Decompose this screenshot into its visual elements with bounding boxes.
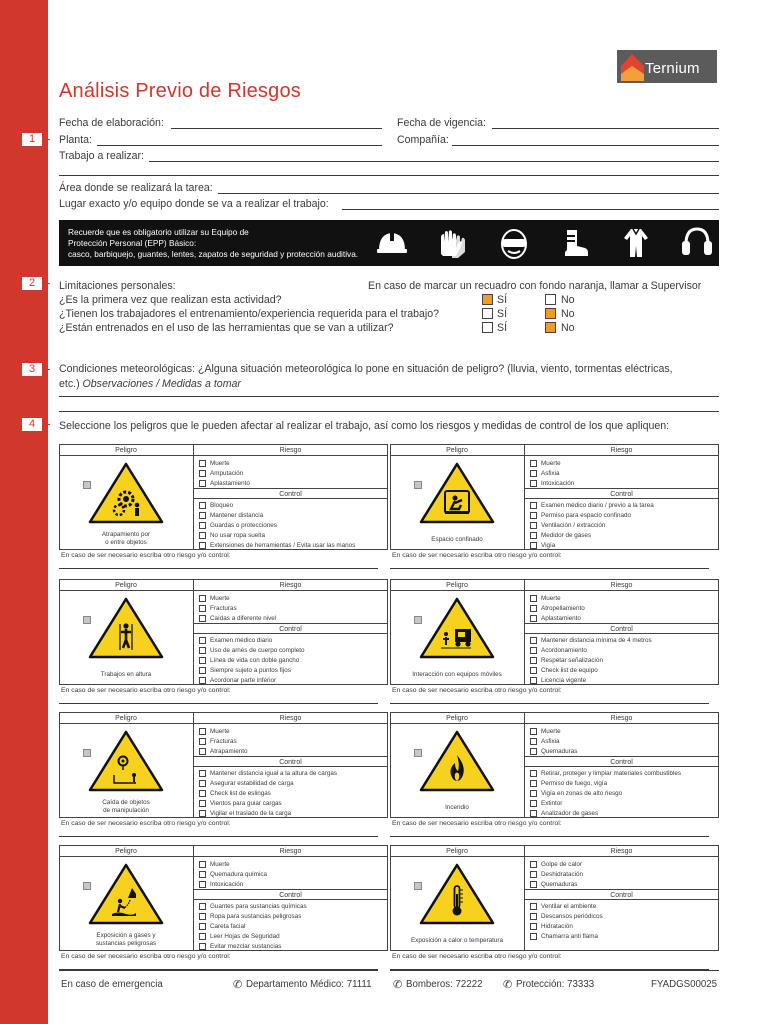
hazard-header-divider [59, 723, 388, 724]
supervisor-note: En caso de marcar un recuadro con fondo naranja, llamar a Supervisor [368, 280, 702, 292]
q1-yes-label: SÍ [497, 294, 508, 306]
control-checkbox[interactable] [530, 810, 537, 817]
control-header: Control [279, 892, 302, 899]
riesgo-header: Riesgo [610, 582, 633, 589]
control-checkbox[interactable] [530, 913, 537, 920]
control-header-top [524, 756, 719, 757]
observaciones-label: Observaciones / Medidas a tomar [82, 378, 241, 390]
control-label: No usar ropa suelta [210, 532, 265, 539]
control-header: Control [610, 892, 633, 899]
ear-protection-icon [680, 226, 714, 260]
area-field[interactable] [218, 193, 719, 194]
risk-checkbox[interactable] [530, 881, 537, 888]
risk-label: Deshidratación [541, 871, 584, 878]
control-label: Mantener distancia igual a la altura de cargas [210, 770, 338, 777]
control-label: Extensiones de herramientas / Evita usar las manos [210, 542, 356, 549]
question-1: ¿Es la primera vez que realizan esta actividad? [59, 294, 282, 306]
meteorologicas-etc: etc.) [59, 378, 83, 390]
risk-checkbox[interactable] [199, 748, 206, 755]
control-checkbox[interactable] [199, 943, 206, 950]
q3-no-checkbox[interactable] [545, 322, 556, 333]
risk-label: Aplastamiento [210, 480, 250, 487]
control-label: Mantener distancia mínima de 4 metros [541, 637, 652, 644]
control-label: Permiso de fuego, vigía [541, 780, 608, 787]
phone-icon: ✆ [233, 979, 243, 991]
q2-no-label: No [561, 308, 575, 320]
fecha-vigencia-label: Fecha de vigencia: [397, 117, 486, 129]
control-label: Vigilar el traslado de la carga [210, 810, 292, 817]
risk-checkbox[interactable] [199, 470, 206, 477]
control-label: Acordonamiento [541, 647, 587, 654]
hazard-caption: de manipulación [103, 807, 149, 814]
risk-checkbox[interactable] [199, 728, 206, 735]
hazard-caption: Atrapamiento por [101, 531, 151, 538]
trabajo-field[interactable] [149, 161, 719, 162]
q1-no-label: No [561, 294, 575, 306]
risk-label: Intoxicación [210, 881, 244, 888]
q1-yes-checkbox[interactable] [482, 294, 493, 305]
epp-line3: casco, barbiquejo, guantes, lentes, zapatos de seguridad y protección auditiva. [68, 249, 359, 259]
risk-checkbox[interactable] [199, 460, 206, 467]
hazard-select-checkbox[interactable] [83, 882, 91, 890]
planta-field[interactable] [97, 145, 382, 146]
risk-label: Muerte [541, 595, 561, 602]
control-label: Careta facial [210, 923, 246, 930]
risk-checkbox[interactable] [530, 871, 537, 878]
risk-checkbox[interactable] [530, 605, 537, 612]
control-label: Acordonar parte inferior [210, 677, 277, 684]
riesgo-header: Riesgo [279, 582, 302, 589]
lugar-label: Lugar exacto y/o equipo donde se va a realizar el trabajo: [59, 198, 329, 210]
section-number-4: 4 [22, 418, 42, 431]
control-label: Mantener distancia [210, 512, 264, 519]
risk-label: Muerte [210, 595, 230, 602]
ternium-logo-mark-icon [619, 52, 645, 81]
hazard-caption: Trabajos en altura [100, 671, 152, 678]
control-label: Vigía en zonas de alto riesgo [541, 790, 623, 797]
q2-yes-label: SÍ [497, 308, 508, 320]
control-checkbox[interactable] [530, 770, 537, 777]
control-header-top [524, 889, 719, 890]
other-risk-note: En caso de ser necesario escriba otro riesgo y/o control: [392, 953, 562, 960]
risk-checkbox[interactable] [199, 480, 206, 487]
risk-label: Golpe de calor [541, 861, 582, 868]
risk-label: Asfixia [541, 470, 560, 477]
hazard-header-divider [390, 455, 719, 456]
control-header-top [193, 623, 388, 624]
hazard-header-divider [390, 856, 719, 857]
fecha-elaboracion-field[interactable] [171, 128, 382, 129]
q3-no-label: No [561, 322, 575, 334]
risk-checkbox[interactable] [199, 595, 206, 602]
other-risk-field[interactable] [390, 703, 709, 704]
control-checkbox[interactable] [530, 800, 537, 807]
peligro-header: Peligro [446, 582, 468, 589]
control-label: Ropa para sustancias peligrosas [210, 913, 302, 920]
hazard-caption: Caída de objetos [102, 799, 150, 806]
logo-text: Ternium [645, 60, 700, 77]
peligro-header: Peligro [446, 715, 468, 722]
section-tick [42, 139, 50, 140]
control-checkbox[interactable] [530, 532, 537, 539]
control-label: Examen médico diario / previo a la tarea [541, 502, 654, 509]
risk-checkbox[interactable] [530, 595, 537, 602]
risk-checkbox[interactable] [199, 738, 206, 745]
epp-line1: Recuerde que es obligatorio utilizar su Equipo de [68, 227, 249, 237]
risk-label: Muerte [210, 728, 230, 735]
control-checkbox[interactable] [199, 913, 206, 920]
observaciones-line2[interactable] [59, 411, 719, 412]
footer-line-left [59, 970, 378, 971]
phone-icon: ✆ [393, 979, 403, 991]
q1-no-checkbox[interactable] [545, 294, 556, 305]
meteorologicas-line1: Condiciones meteorológicas: ¿Alguna situación meteorológica lo pone en situación de peligro? (lluvia, viento, tormentas eléctricas, [59, 363, 673, 375]
control-checkbox[interactable] [530, 677, 537, 684]
risk-label: Caídas a diferente nivel [210, 615, 277, 622]
trabajo-label: Trabajo a realizar: [59, 150, 144, 162]
risk-checkbox[interactable] [530, 615, 537, 622]
control-header: Control [279, 626, 302, 633]
other-risk-note: En caso de ser necesario escriba otro riesgo y/o control: [61, 820, 231, 827]
hazard-header-divider [59, 856, 388, 857]
risk-label: Quemadura química [210, 871, 268, 878]
control-checkbox[interactable] [530, 780, 537, 787]
risk-checkbox[interactable] [530, 738, 537, 745]
section-tick [42, 424, 50, 425]
epp-line2: Protección Personal (EPP) Básico: [68, 238, 197, 248]
control-checkbox[interactable] [199, 532, 206, 539]
section-tick [42, 369, 50, 370]
hazard-caption: Interacción con equipos móviles [412, 671, 502, 678]
hazard-caption: Exposición a gases y [96, 932, 156, 939]
risk-checkbox[interactable] [530, 748, 537, 755]
risk-checkbox[interactable] [530, 728, 537, 735]
risk-checkbox[interactable] [199, 615, 206, 622]
other-risk-note: En caso de ser necesario escriba otro riesgo y/o control: [61, 687, 231, 694]
lugar-field[interactable] [342, 209, 719, 210]
form-code: FYADGS00025 [651, 979, 718, 990]
control-label: Guantes para sustancias químicas [210, 903, 307, 910]
risk-label: Quemaduras [541, 748, 578, 755]
riesgo-header: Riesgo [279, 715, 302, 722]
risk-checkbox[interactable] [530, 480, 537, 487]
risk-checkbox[interactable] [199, 605, 206, 612]
trabajo-field-line2[interactable] [59, 175, 719, 176]
peligros-intro: Seleccione los peligros que le pueden afectar al realizar el trabajo, así como los riesgos y medidas de control de los que apliquen: [59, 420, 670, 432]
control-label: Check list de equipo [541, 667, 598, 674]
peligro-header: Peligro [115, 447, 137, 454]
control-checkbox[interactable] [530, 647, 537, 654]
hazard-header-divider [59, 455, 388, 456]
peligro-header: Peligro [115, 848, 137, 855]
control-checkbox[interactable] [530, 512, 537, 519]
control-label: Bloqueo [210, 502, 234, 509]
hazard-select-checkbox[interactable] [414, 882, 422, 890]
control-checkbox[interactable] [199, 770, 206, 777]
control-header-top [193, 756, 388, 757]
control-label: Leer Hojas de Seguridad [210, 933, 280, 940]
control-header: Control [279, 491, 302, 498]
control-checkbox[interactable] [199, 502, 206, 509]
control-checkbox[interactable] [530, 637, 537, 644]
hazard-select-checkbox[interactable] [83, 749, 91, 757]
control-checkbox[interactable] [530, 923, 537, 930]
other-risk-note: En caso de ser necesario escriba otro riesgo y/o control: [61, 552, 231, 559]
peligro-header: Peligro [115, 582, 137, 589]
control-header: Control [610, 759, 633, 766]
hazard-caption: Incendio [445, 804, 469, 811]
fecha-vigencia-field[interactable] [492, 128, 719, 129]
control-label: Descansos periódicos [541, 913, 603, 920]
other-risk-field[interactable] [59, 568, 378, 569]
hazard-select-checkbox[interactable] [83, 481, 91, 489]
control-checkbox[interactable] [199, 667, 206, 674]
control-checkbox[interactable] [530, 903, 537, 910]
risk-checkbox[interactable] [199, 871, 206, 878]
control-checkbox[interactable] [199, 800, 206, 807]
other-risk-note: En caso de ser necesario escriba otro riesgo y/o control: [61, 953, 231, 960]
control-checkbox[interactable] [530, 522, 537, 529]
emergency-label: En caso de emergencia [61, 979, 163, 990]
compania-field[interactable] [452, 145, 719, 146]
control-checkbox[interactable] [199, 810, 206, 817]
control-header-top [193, 488, 388, 489]
question-3: ¿Están entrenados en el uso de las herramientas que se van a utilizar? [59, 322, 394, 334]
peligro-header: Peligro [446, 848, 468, 855]
risk-label: Fracturas [210, 605, 237, 612]
control-label: Vigía [541, 542, 556, 549]
control-checkbox[interactable] [530, 657, 537, 664]
hazard-header-divider [59, 590, 388, 591]
risk-label: Amputación [210, 470, 244, 477]
safety-glasses-icon [497, 226, 531, 260]
proteccion-phone: Protección: 73333 [516, 979, 595, 990]
risk-label: Asfixia [541, 738, 560, 745]
control-header: Control [610, 491, 633, 498]
other-risk-field[interactable] [59, 703, 378, 704]
control-header-top [193, 889, 388, 890]
control-header: Control [279, 759, 302, 766]
control-label: Vientos para guiar cargas [210, 800, 282, 807]
control-label: Retirar, proteger y limpiar materiales combustibles [541, 770, 681, 777]
control-checkbox[interactable] [530, 542, 537, 549]
limitaciones-title: Limitaciones personales: [59, 280, 176, 292]
control-checkbox[interactable] [199, 647, 206, 654]
hazard-caption: sustancias peligrosas [95, 940, 157, 947]
safety-boot-icon [558, 226, 592, 260]
riesgo-header: Riesgo [279, 447, 302, 454]
risk-label: Muerte [210, 861, 230, 868]
other-risk-note: En caso de ser necesario escriba otro riesgo y/o control: [392, 820, 562, 827]
control-header-top [524, 488, 719, 489]
bomberos-phone: Bomberos: 72222 [406, 979, 483, 990]
control-label: Ventilar el ambiente [541, 903, 597, 910]
hazard-select-checkbox[interactable] [414, 481, 422, 489]
control-checkbox[interactable] [199, 522, 206, 529]
q2-no-checkbox[interactable] [545, 308, 556, 319]
control-checkbox[interactable] [199, 512, 206, 519]
control-checkbox[interactable] [199, 677, 206, 684]
risk-checkbox[interactable] [530, 470, 537, 477]
control-header-top [524, 623, 719, 624]
other-risk-note: En caso de ser necesario escriba otro riesgo y/o control: [392, 687, 562, 694]
q3-yes-label: SÍ [497, 322, 508, 334]
control-checkbox[interactable] [199, 657, 206, 664]
riesgo-header: Riesgo [610, 715, 633, 722]
control-label: Check list de eslingas [210, 790, 271, 797]
control-header: Control [610, 626, 633, 633]
risk-label: Muerte [210, 460, 230, 467]
control-checkbox[interactable] [199, 923, 206, 930]
risk-checkbox[interactable] [199, 881, 206, 888]
control-checkbox[interactable] [530, 502, 537, 509]
control-label: Examen médico diario [210, 637, 273, 644]
risk-label: Muerte [541, 460, 561, 467]
peligro-header: Peligro [115, 715, 137, 722]
other-risk-field[interactable] [390, 568, 709, 569]
planta-label: Planta: [59, 134, 92, 146]
other-risk-field[interactable] [390, 836, 709, 837]
control-label: Asegurar estabilidad de carga [210, 780, 294, 787]
control-label: Hidratación [541, 923, 573, 930]
hazard-select-checkbox[interactable] [414, 616, 422, 624]
red-side-bar [0, 0, 48, 1024]
risk-checkbox[interactable] [530, 460, 537, 467]
control-checkbox[interactable] [199, 790, 206, 797]
hazard-select-checkbox[interactable] [414, 749, 422, 757]
section-number-2: 2 [22, 277, 42, 290]
risk-checkbox[interactable] [530, 861, 537, 868]
risk-label: Atrapamiento [210, 748, 248, 755]
section-number-1: 1 [22, 133, 42, 146]
other-risk-note: En caso de ser necesario escriba otro riesgo y/o control: [392, 552, 562, 559]
phone-icon: ✆ [503, 979, 513, 991]
risk-label: Quemaduras [541, 881, 578, 888]
control-label: Guardas o protecciones [210, 522, 277, 529]
observaciones-line1[interactable] [59, 396, 719, 397]
gloves-icon [436, 226, 470, 260]
control-label: Medidor de gases [541, 532, 592, 539]
control-label: Evitar mezclar sustancias [210, 943, 282, 950]
control-checkbox[interactable] [199, 637, 206, 644]
control-label: Licencia vigente [541, 677, 587, 684]
hazard-caption: Espacio confinado [431, 536, 483, 543]
other-risk-field[interactable] [59, 836, 378, 837]
control-checkbox[interactable] [199, 933, 206, 940]
control-checkbox[interactable] [530, 933, 537, 940]
hard-hat-icon [375, 226, 409, 260]
control-label: Respetar señalización [541, 657, 603, 664]
riesgo-header: Riesgo [610, 447, 633, 454]
section-tick [42, 283, 50, 284]
q3-yes-checkbox[interactable] [482, 322, 493, 333]
riesgo-header: Riesgo [279, 848, 302, 855]
control-label: Línea de vida con doble gancho [210, 657, 300, 664]
control-label: Analizador de gases [541, 810, 599, 817]
risk-label: Atropellamiento [541, 605, 585, 612]
hazard-header-divider [390, 723, 719, 724]
control-checkbox[interactable] [530, 790, 537, 797]
risk-checkbox[interactable] [199, 861, 206, 868]
medico-phone: Departamento Médico: 71111 [246, 979, 372, 990]
risk-label: Aplastamiento [541, 615, 581, 622]
control-label: Uso de arnés de cuerpo completo [210, 647, 305, 654]
hazard-caption: o entre objetos [105, 539, 147, 546]
riesgo-header: Riesgo [610, 848, 633, 855]
control-checkbox[interactable] [530, 667, 537, 674]
compania-label: Compañía: [397, 134, 449, 146]
hazard-header-divider [390, 590, 719, 591]
question-2: ¿Tienen los trabajadores el entrenamiento/experiencia requerida para el trabajo? [59, 308, 440, 320]
footer-line-right [390, 970, 719, 971]
control-label: Extintor [541, 800, 563, 807]
control-checkbox[interactable] [199, 780, 206, 787]
control-checkbox[interactable] [199, 903, 206, 910]
fecha-elaboracion-label: Fecha de elaboración: [59, 117, 164, 129]
section-number-3: 3 [22, 363, 42, 376]
risk-label: Intoxicación [541, 480, 575, 487]
control-label: Ventilación / extracción [541, 522, 606, 529]
page-title: Análisis Previo de Riesgos [59, 80, 301, 102]
hazard-select-checkbox[interactable] [83, 616, 91, 624]
coverall-icon [619, 226, 653, 260]
peligro-header: Peligro [446, 447, 468, 454]
control-label: Siempre sujeto a puntos fijos [210, 667, 291, 674]
risk-label: Fracturas [210, 738, 237, 745]
q2-yes-checkbox[interactable] [482, 308, 493, 319]
hazard-caption: Exposición a calor o temperatura [410, 937, 504, 944]
control-label: Chamarra anti flama [541, 933, 599, 940]
risk-label: Muerte [541, 728, 561, 735]
control-label: Permiso para espacio confinado [541, 512, 631, 519]
control-checkbox[interactable] [199, 542, 206, 549]
area-label: Área donde se realizará la tarea: [59, 182, 213, 194]
